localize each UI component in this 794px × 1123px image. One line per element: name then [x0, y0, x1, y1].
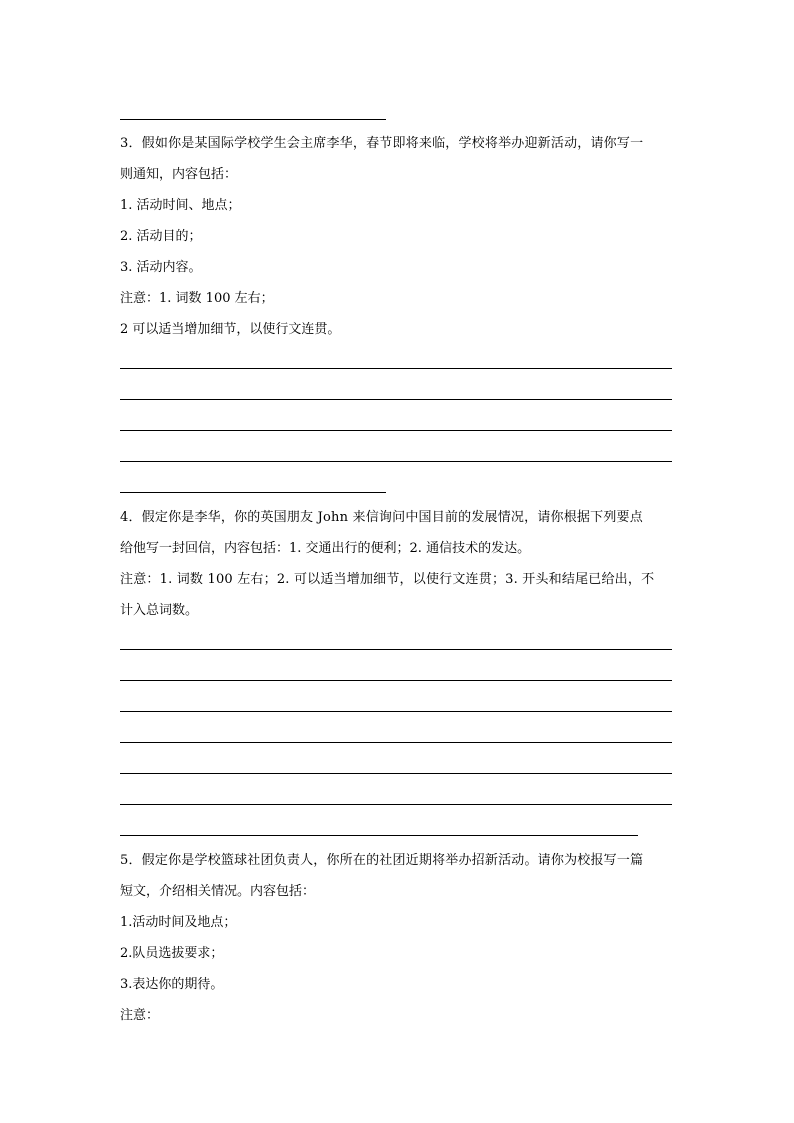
answer-line — [120, 742, 672, 743]
q3-item-2: 2. 活动目的； — [120, 229, 202, 244]
answer-line — [120, 399, 672, 400]
q5-item-2: 2.队员选拔要求； — [120, 946, 224, 961]
q3-item-1: 1. 活动时间、地点； — [120, 198, 241, 213]
answer-line — [120, 649, 672, 650]
answer-line-short — [120, 119, 386, 120]
q5-item-1: 1.活动时间及地点； — [120, 915, 237, 930]
q4-prompt-line1: 4．假定你是李华，你的英国朋友 John 来信询问中国目前的发展情况，请你根据下列要点 — [120, 510, 643, 525]
answer-line — [120, 680, 672, 681]
answer-line — [120, 461, 672, 462]
q3-prompt-line2: 则通知，内容包括： — [120, 167, 238, 182]
q4-prompt-line2: 给他写一封回信，内容包括：1. 交通出行的便利；2. 通信技术的发达。 — [120, 541, 531, 556]
q3-note-2: 2 可以适当增加细节，以使行文连贯。 — [120, 322, 341, 337]
q4-note-2: 计入总词数。 — [120, 603, 199, 618]
q3-prompt-line1: 3．假如你是某国际学校学生会主席李华，春节即将来临，学校将举办迎新活动，请你写一 — [120, 136, 644, 151]
q5-note: 注意： — [120, 1008, 160, 1023]
answer-line — [120, 368, 672, 369]
q4-note-1: 注意：1. 词数 100 左右；2. 可以适当增加细节，以使行文连贯；3. 开头和结尾已给出，不 — [120, 572, 655, 587]
answer-line — [120, 711, 672, 712]
q3-note-1: 注意：1. 词数 100 左右； — [120, 291, 274, 306]
q5-prompt-line1: 5．假定你是学校篮球社团负责人，你所在的社团近期将举办招新活动。请你为校报写一篇 — [120, 853, 644, 868]
q5-prompt-line2: 短文，介绍相关情况。内容包括： — [120, 884, 316, 899]
answer-line — [120, 773, 672, 774]
answer-line-short — [120, 492, 386, 493]
q5-item-3: 3.表达你的期待。 — [120, 977, 224, 992]
q3-item-3: 3. 活动内容。 — [120, 260, 202, 275]
answer-line — [120, 430, 672, 431]
answer-line — [120, 804, 672, 805]
answer-line-medium — [120, 835, 638, 836]
